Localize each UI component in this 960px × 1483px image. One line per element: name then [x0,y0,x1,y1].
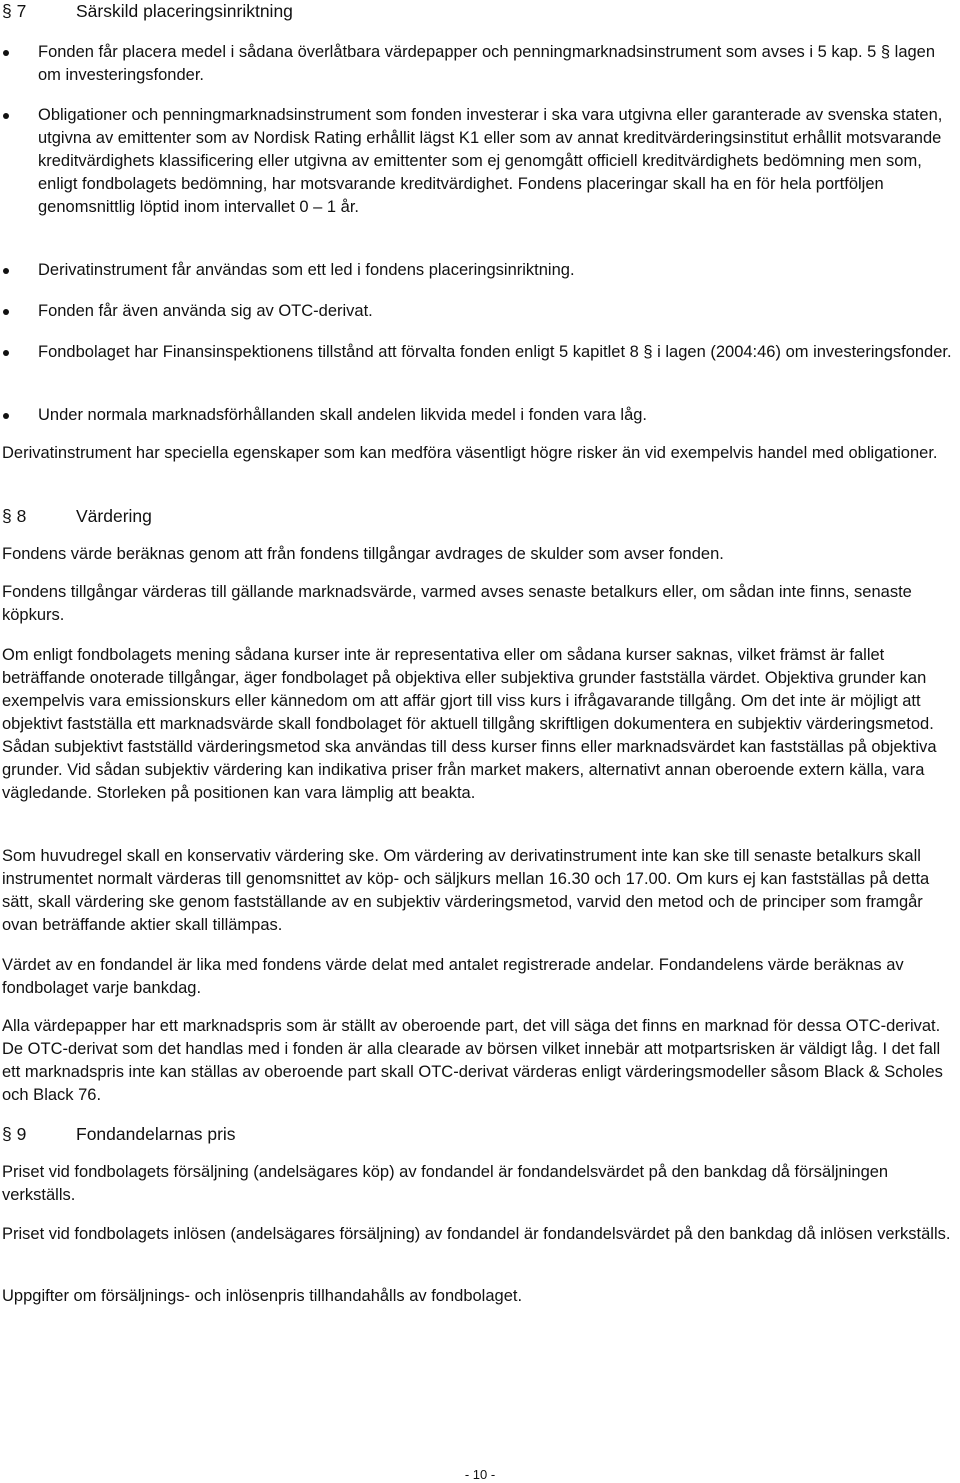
list-item: Fonden får även använda sig av OTC-derivat. [0,300,955,323]
section-7-number: § 7 [2,1,27,21]
section-8-title: Värdering [76,506,152,526]
list-item: Under normala marknadsförhållanden skall andelen likvida medel i fonden vara låg. [0,404,955,427]
section-8-paragraph: Om enligt fondbolagets mening sådana kurser inte är representativa eller om sådana kurser saknas, vilket främst är fallet beträffande onoterade tillgångar, äger fondbolaget på objektiva eller subjektiva grunder fastställa värdet. Objektiva grunder kan exempelvis vara emissionskurs eller kännedom om att affär gjort till viss kurs i ifrågavarande tillgång. Om det inte är möjligt att objektivt fastställa ett marknadsvärde skall fondbolaget för aktuell tillgång skriftligen dokumentera en subjektiv värderingsmetod. Sådan subjektivt fastställd värderingsmetod ska användas till dess kurser finns eller marknadsvärdet kan fastställas på objektiva grunder. Vid sådan subjektiv värdering kan indikativa priser från market makers, alternativt annan oberoende extern källa, vara vägledande. Storleken på positionen kan vara lämplig att beakta. [2,646,937,802]
list-item: Derivatinstrument får användas som ett led i fondens placeringsinriktning. [0,259,955,282]
section-9-number: § 9 [2,1124,27,1144]
section-9-paragraph: Priset vid fondbolagets inlösen (andelsägares försäljning) av fondandel är fondandelsvärdet på den bankdag då inlösen verkställs. [2,1225,951,1243]
list-item: Fonden får placera medel i sådana överlåtbara värdepapper och penningmarknadsinstrument som avses i 5 kap. 5 § lagen om investeringsfonder. [0,41,955,87]
section-7-heading [2,0,952,23]
list-item: Fondbolaget har Finansinspektionens tillstånd att förvalta fonden enligt 5 kapitlet 8 § i lagen (2004:46) om investeringsfonder. [0,341,955,364]
section-9-paragraph: Uppgifter om försäljnings- och inlösenpris tillhandahålls av fondbolaget. [2,1287,523,1305]
section-7-paragraph: Derivatinstrument har speciella egenskaper som kan medföra väsentligt högre risker än vid exempelvis handel med obligationer. [2,444,938,462]
section-8-paragraph: Fondens tillgångar värderas till gällande marknadsvärde, varmed avses senaste betalkurs eller, om sådan inte finns, senaste köpkurs. [2,583,912,624]
section-9-paragraph: Priset vid fondbolagets försäljning (andelsägares köp) av fondandel är fondandelsvärdet på den bankdag då försäljningen verkställs. [2,1163,889,1204]
section-7-title: Särskild placeringsinriktning [76,1,293,21]
section-8-number: § 8 [2,506,27,526]
section-8-heading [2,505,952,528]
list-item: Obligationer och penningmarknadsinstrument som fonden investerar i ska vara utgivna eller garanterade av svenska staten, utgivna av emittenter som av Nordisk Rating erhållit lägst K1 eller som av annat kreditvärderingsinstitut erhållit motsvarande kreditvärdighets klassificering eller utgivna av emittenter som ej genomgått officiell kreditvärdighets bedömning men som, enligt fondbolagets bedömning, har motsvarande kreditvärdighet. Fondens placeringar skall ha en för hela portföljen genomsnittlig löptid inom intervallet 0 – 1 år. [0,104,955,219]
section-9-title: Fondandelarnas pris [76,1124,236,1144]
section-8-paragraph: Fondens värde beräknas genom att från fondens tillgångar avdrages de skulder som avser fonden. [2,545,724,563]
section-8-paragraph: Värdet av en fondandel är lika med fondens värde delat med antalet registrerade andelar. Fondandelens värde beräknas av fondbolaget varje bankdag. [2,956,904,997]
section-9-heading [2,1123,952,1146]
section-8-paragraph: Alla värdepapper har ett marknadspris som är ställt av oberoende part, det vill säga det finns en marknad för dessa OTC-derivat. De OTC-derivat som det handlas med i fonden är alla clearade av börsen vilket innebär att motpartsrisken är väldigt låg. I det fall ett marknadspris inte kan ställas av oberoende part skall OTC-derivat värderas enligt värderingsmodeller såsom Black & Scholes och Black 76. [2,1017,943,1104]
page-number: - 10 - [464,1467,496,1482]
section-8-paragraph: Som huvudregel skall en konservativ värdering ske. Om värdering av derivatinstrument inte kan ske till senaste betalkurs skall instrumentet normalt värderas till genomsnittet av köp- och säljkurs mellan 16.30 och 17.00. Om kurs ej kan fastställas på detta sätt, skall värdering ske genom fastställande av en subjektiv värderingsmetod, varvid den metod och de principer som framgår ovan beträffande aktier skall tillämpas. [2,847,930,934]
